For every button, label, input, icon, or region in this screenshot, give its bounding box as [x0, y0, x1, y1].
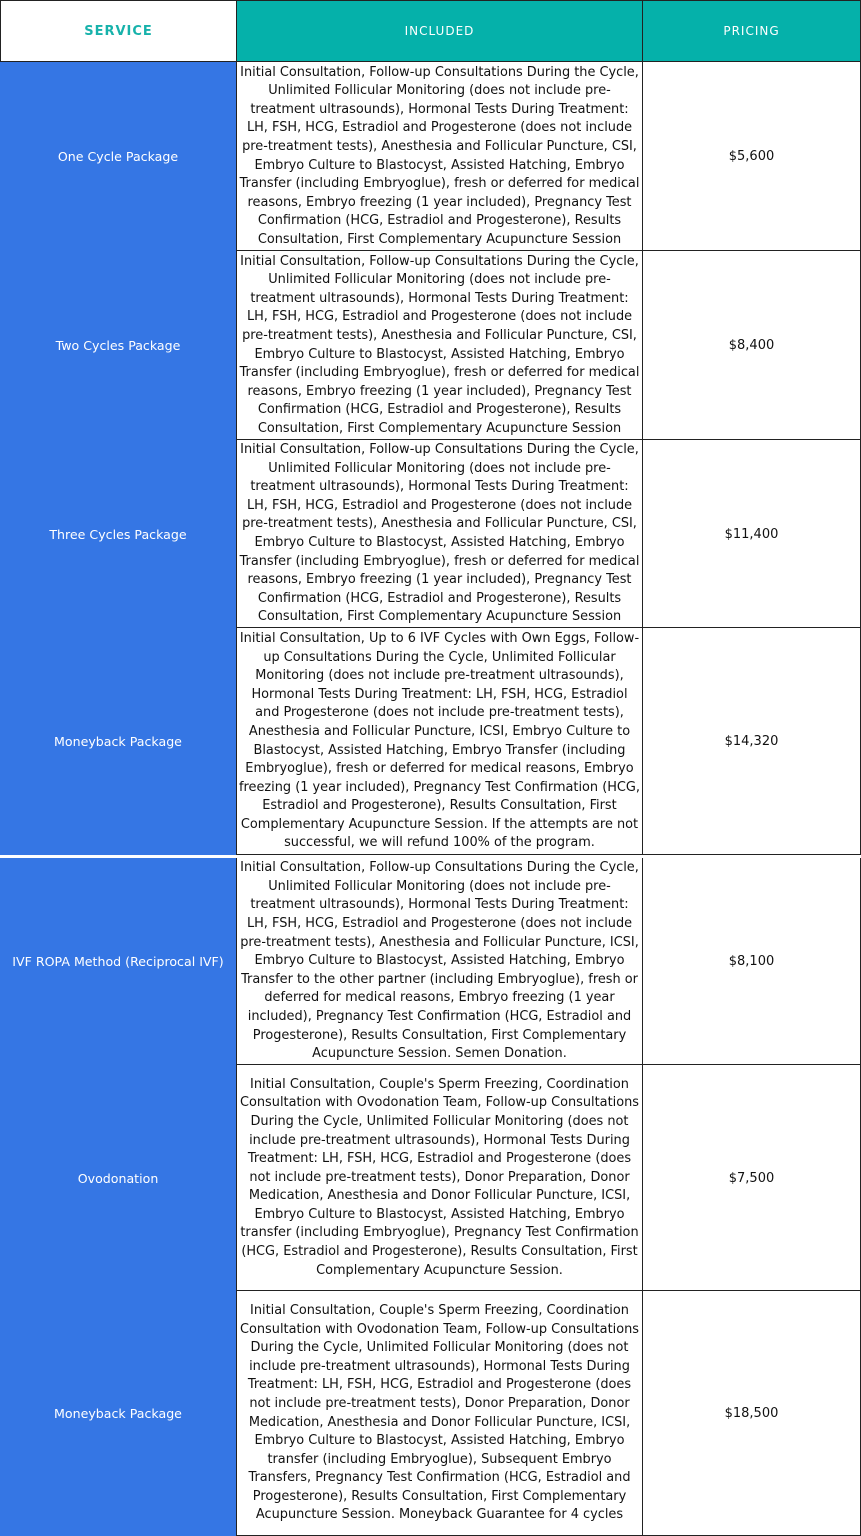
header-service: SERVICE	[0, 0, 237, 62]
table-row	[0, 62, 861, 251]
price: $14,320	[642, 628, 861, 855]
table-header	[0, 0, 861, 62]
price: $5,600	[642, 62, 861, 251]
included-description: Initial Consultation, Follow-up Consultations During the Cycle, Unlimited Follicular Monitoring (does not include pre-treatment ultrasounds), Hormonal Tests During Treatment: LH, FSH, HCG, Estradiol and Progesterone (does not include pre-treatment tests), Anesthesia and Follicular Puncture, CSI, Embryo Culture to Blastocyst, Assisted Hatching, Embryo Transfer (including Embryoglue), fresh or deferred for medical reasons, Embryo freezing (1 year included), Pregnancy Test Confirmation (HCG, Estradiol and Progesterone), Results Consultation, First Complementary Acupuncture Session	[239, 442, 640, 625]
header-included: INCLUDED	[236, 0, 643, 62]
included-description: Initial Consultation, Follow-up Consultations During the Cycle, Unlimited Follicular Monitoring (does not include pre-treatment ultrasounds), Hormonal Tests During Treatment: LH, FSH, HCG, Estradiol and Progesterone (does not include pre-treatment tests), Anesthesia and Follicular Puncture, ICSI, Embryo Culture to Blastocyst, Assisted Hatching, Embryo Transfer to the other partner (including Embryoglue), fresh or deferred for medical reasons, Embryo freezing (1 year included), Pregnancy Test Confirmation (HCG, Estradiol and Progesterone), Results Consultation, First Complementary Acupuncture Session. Semen Donation.	[240, 860, 639, 1062]
price: $11,400	[642, 440, 861, 628]
service-name: One Cycle Package	[0, 62, 237, 251]
table-row	[0, 440, 861, 628]
service-name: IVF ROPA Method (Reciprocal IVF)	[0, 858, 237, 1065]
service-name: Three Cycles Package	[0, 440, 237, 628]
price: $8,400	[642, 251, 861, 440]
table-row	[0, 628, 861, 855]
included-description: Initial Consultation, Follow-up Consultations During the Cycle, Unlimited Follicular Monitoring (does not include pre-treatment ultrasounds), Hormonal Tests During Treatment: LH, FSH, HCG, Estradiol and Progesterone (does not include pre-treatment tests), Anesthesia and Follicular Puncture, CSI, Embryo Culture to Blastocyst, Assisted Hatching, Embryo Transfer (including Embryoglue), fresh or deferred for medical reasons, Embryo freezing (1 year included), Pregnancy Test Confirmation (HCG, Estradiol and Progesterone), Results Consultation, First Complementary Acupuncture Session	[239, 253, 640, 436]
service-name: Moneyback Package	[0, 1291, 237, 1536]
table-row	[0, 1065, 861, 1291]
price: $8,100	[642, 858, 861, 1065]
included-description: Initial Consultation, Up to 6 IVF Cycles with Own Eggs, Follow-up Consultations During the Cycle, Unlimited Follicular Monitoring (does not include pre-treatment ultrasounds), Hormonal Tests During Treatment: LH, FSH, HCG, Estradiol and Progesterone (does not include pre-treatment tests), Anesthesia and Follicular Puncture, ICSI, Embryo Culture to Blastocyst, Assisted Hatching, Embryo Transfer (including Embryoglue), fresh or deferred for medical reasons, Embryo freezing (1 year included), Pregnancy Test Confirmation (HCG, Estradiol and Progesterone), Results Consultation, First Complementary Acupuncture Session. If the attempts are not successful, we will refund 100% of the program.	[238, 630, 641, 851]
header-pricing: PRICING	[642, 0, 861, 62]
included-description: Initial Consultation, Follow-up Consultations During the Cycle, Unlimited Follicular Monitoring (does not include pre-treatment ultrasounds), Hormonal Tests During Treatment: LH, FSH, HCG, Estradiol and Progesterone (does not include pre-treatment tests), Anesthesia and Follicular Puncture, CSI, Embryo Culture to Blastocyst, Assisted Hatching, Embryo Transfer (including Embryoglue), fresh or deferred for medical reasons, Embryo freezing (1 year included), Pregnancy Test Confirmation (HCG, Estradiol and Progesterone), Results Consultation, First Complementary Acupuncture Session	[239, 64, 640, 247]
service-name: Two Cycles Package	[0, 251, 237, 440]
price: $18,500	[642, 1291, 861, 1536]
service-name: Ovodonation	[0, 1065, 237, 1291]
included-description: Initial Consultation, Couple's Sperm Freezing, Coordination Consultation with Ovodonation Team, Follow-up Consultations During the Cycle, Unlimited Follicular Monitoring (does not include pre-treatment ultrasounds), Hormonal Tests During Treatment: LH, FSH, HCG, Estradiol and Progesterone (does not include pre-treatment tests), Donor Preparation, Donor Medication, Anesthesia and Donor Follicular Puncture, ICSI, Embryo Culture to Blastocyst, Assisted Hatching, Embryo transfer (including Embryoglue), Pregnancy Test Confirmation (HCG, Estradiol and Progesterone), Results Consultation, First Complementary Acupuncture Session.	[240, 1076, 639, 1278]
included-description: Initial Consultation, Couple's Sperm Freezing, Coordination Consultation with Ovodonation Team, Follow-up Consultations During the Cycle, Unlimited Follicular Monitoring (does not include pre-treatment ultrasounds), Hormonal Tests During Treatment: LH, FSH, HCG, Estradiol and Progesterone (does not include pre-treatment tests), Donor Preparation, Donor Medication, Anesthesia and Donor Follicular Puncture, ICSI, Embryo Culture to Blastocyst, Assisted Hatching, Embryo transfer (including Embryoglue), Subsequent Embryo Transfers, Pregnancy Test Confirmation (HCG, Estradiol and Progesterone), Results Consultation, First Complementary Acupuncture Session. Moneyback Guarantee for 4 cycles	[240, 1302, 639, 1523]
table-row	[0, 1291, 861, 1536]
table-row	[0, 858, 861, 1065]
price: $7,500	[642, 1065, 861, 1291]
service-name: Moneyback Package	[0, 628, 237, 855]
table-row	[0, 251, 861, 440]
